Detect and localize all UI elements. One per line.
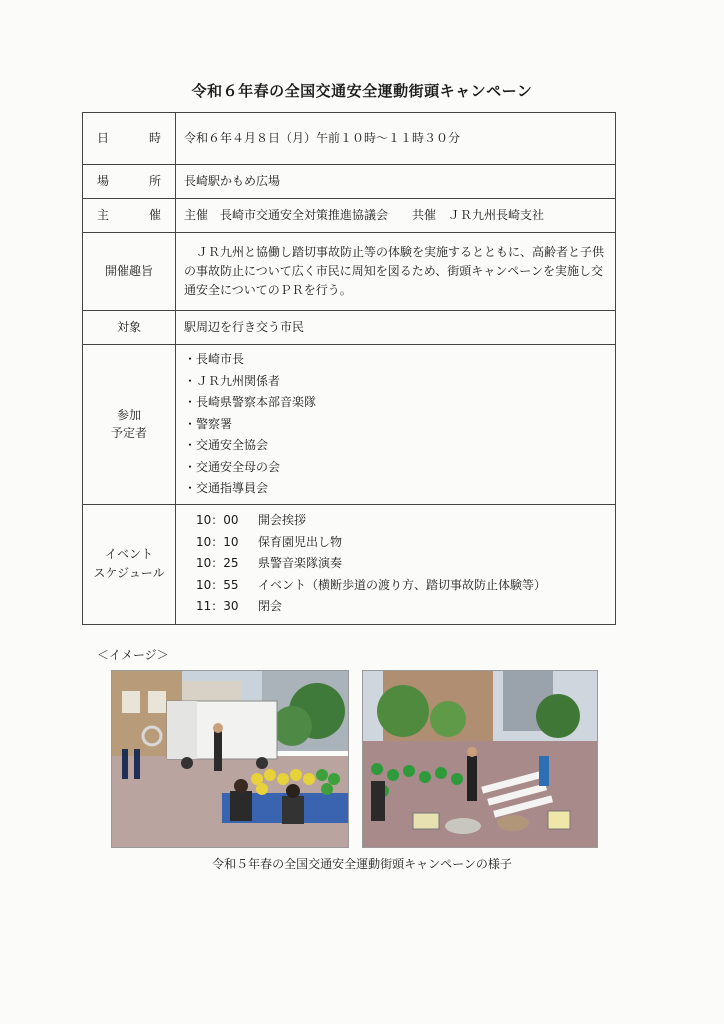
label-target: 対象	[83, 311, 176, 345]
label-participants-line1: 参加	[116, 407, 141, 422]
schedule-item	[184, 510, 607, 532]
label-purpose: 開催趣旨	[83, 233, 176, 311]
schedule-item	[184, 532, 607, 554]
event-info-table	[82, 112, 616, 625]
value-participants	[176, 345, 616, 505]
participants-list	[184, 345, 607, 504]
photo-right-illustration	[363, 671, 597, 847]
label-host: 主 催	[83, 199, 176, 233]
schedule-time: 10：25	[196, 556, 239, 571]
label-participants	[83, 345, 176, 505]
participant-item: ・ＪＲ九州関係者	[184, 373, 281, 388]
row-target	[83, 311, 616, 345]
schedule-item	[184, 575, 607, 597]
value-host: 主催 長崎市交通安全対策推進協議会 共催 ＪＲ九州長崎支社	[176, 199, 616, 233]
label-schedule	[83, 504, 176, 624]
schedule-event: 保育園児出し物	[258, 534, 343, 549]
row-schedule	[83, 504, 616, 624]
value-date: 令和６年４月８日（月）午前１０時～１１時３０分	[176, 113, 616, 165]
row-purpose	[83, 233, 616, 311]
row-date	[83, 113, 616, 165]
label-participants-line2: 予定者	[110, 426, 147, 441]
photo-caption: 令和５年春の全国交通安全運動街頭キャンペーンの様子	[212, 857, 512, 871]
schedule-time: 10：10	[196, 534, 239, 549]
participant-item: ・交通安全協会	[184, 438, 269, 452]
row-place	[83, 165, 616, 199]
schedule-item	[184, 553, 607, 575]
schedule-time: 11：30	[196, 599, 239, 614]
value-place: 長崎駅かもめ広場	[176, 165, 616, 199]
label-date: 日 時	[83, 113, 176, 165]
page-title: 令和６年春の全国交通安全運動街頭キャンペーン	[191, 82, 533, 100]
value-purpose: ＪＲ九州と協働し踏切事故防止等の体験を実施するとともに、高齢者と子供の事故防止について広く市民に周知を図るため、街頭キャンペーンを実施し交通安全についてのＰＲを行う。	[176, 233, 616, 311]
row-host	[83, 199, 616, 233]
value-target: 駅周辺を行き交う市民	[176, 311, 616, 345]
label-place: 場 所	[83, 165, 176, 199]
schedule-event: 県警音楽隊演奏	[258, 556, 343, 571]
label-schedule-line2: スケジュール	[93, 566, 165, 580]
participant-item: ・警察署	[184, 416, 233, 431]
campaign-photo-right	[362, 670, 598, 848]
participant-item: ・交通指導員会	[184, 481, 269, 495]
schedule-item	[184, 596, 607, 618]
campaign-photo-left	[111, 670, 349, 848]
photo-left-illustration	[112, 671, 348, 847]
schedule-event: 開会挨拶	[258, 513, 307, 528]
participant-item: ・長崎県警察本部音楽隊	[184, 395, 317, 409]
participant-item: ・長崎市長	[184, 352, 245, 366]
value-schedule	[176, 504, 616, 624]
schedule-time: 10：55	[196, 577, 239, 592]
schedule-event: イベント（横断歩道の渡り方、踏切事故防止体験等）	[258, 577, 547, 592]
row-participants	[83, 345, 616, 505]
schedule-time: 10：00	[196, 513, 239, 528]
image-heading: ＜イメージ＞	[97, 648, 169, 662]
label-schedule-line1: イベント	[104, 547, 153, 562]
schedule-event: 閉会	[258, 599, 283, 614]
participant-item: ・交通安全母の会	[184, 459, 281, 474]
